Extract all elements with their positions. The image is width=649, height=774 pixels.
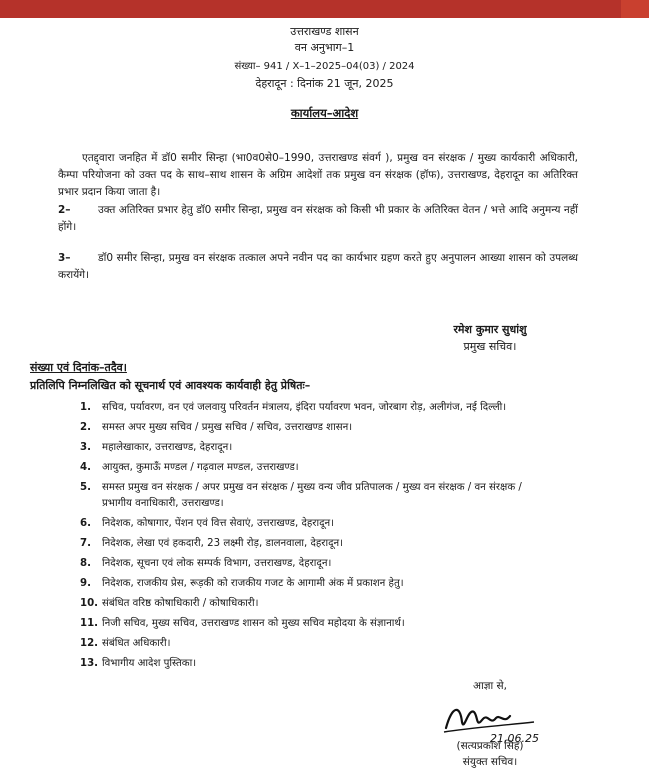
- list-item-text: संबंधित वरिष्ठ कोषाधिकारी / कोषाधिकारी।: [102, 598, 259, 609]
- top-band-ribbon: [621, 0, 649, 18]
- list-item-number: 10.: [80, 598, 99, 609]
- bottom-signatory-designation: संयुक्त सचिव।: [462, 756, 518, 768]
- recipients-list: [80, 400, 550, 676]
- list-item: [80, 596, 550, 612]
- list-item-number: 4.: [80, 462, 91, 473]
- paragraph-3: [58, 250, 578, 284]
- list-item-text: निदेशक, राजकीय प्रेस, रूड़की को राजकीय गजट के आगामी अंक में प्रकाशन हेतु।: [102, 578, 404, 589]
- list-item: [80, 420, 550, 436]
- list-item: [80, 556, 550, 572]
- closing-by-order: आज्ञा से,: [473, 680, 507, 692]
- paragraph-2-number: 2–: [58, 204, 71, 216]
- office-order-title-text: कार्यालय–आदेश: [290, 106, 359, 120]
- list-item-text: विभागीय आदेश पुस्तिका।: [102, 658, 197, 669]
- paragraph-2: [58, 202, 578, 236]
- list-item: [80, 460, 550, 476]
- list-item-text: समस्त प्रमुख वन संरक्षक / अपर प्रमुख वन संरक्षक / मुख्य वन्य जीव प्रतिपालक / मुख्य वन संरक्षक / वन संरक्षक / प्रभागीय वनाधिकारी, उत्तराखण्ड।: [102, 482, 522, 509]
- header-place-date: देहरादून : दिनांक 21 जून, 2025: [255, 77, 394, 90]
- top-signatory-block: [400, 321, 580, 355]
- header-government: उत्तराखण्ड शासन: [290, 25, 359, 38]
- list-item-text: संबंधित अधिकारी।: [102, 638, 171, 649]
- list-item: [80, 536, 550, 552]
- bottom-signatory-block: [425, 738, 555, 770]
- list-item-text: सचिव, पर्यावरण, वन एवं जलवायु परिवर्तन मंत्रालय, इंदिरा पर्यावरण भवन, जोरबाग रोड़, अलीगंज, नई दिल्ली।: [102, 402, 507, 413]
- list-item-number: 9.: [80, 578, 91, 589]
- office-order-title: [0, 106, 649, 121]
- list-item: [80, 636, 550, 652]
- bottom-signatory-name: (सत्यप्रकाश सिंह): [456, 740, 524, 752]
- list-item: [80, 400, 550, 416]
- header-number: संख्या– 941 / X–1–2025–04(03) / 2024: [234, 61, 415, 72]
- list-item-number: 11.: [80, 618, 99, 629]
- list-item-number: 6.: [80, 518, 91, 529]
- list-item-text: महालेखाकार, उत्तराखण्ड, देहरादून।: [102, 442, 233, 453]
- header-section: वन अनुभाग–1: [294, 41, 355, 54]
- list-item-number: 5.: [80, 482, 91, 493]
- list-item-text: निदेशक, कोषागार, पेंशन एवं वित्त सेवाएं, उत्तराखण्ड, देहरादून।: [102, 518, 335, 529]
- list-item: [80, 576, 550, 592]
- svg-text:21.06.25: 21.06.25: [490, 732, 539, 745]
- paragraph-1: [58, 150, 578, 201]
- list-item-text: निजी सचिव, मुख्य सचिव, उत्तराखण्ड शासन को मुख्य सचिव महोदया के संज्ञानार्थ।: [102, 618, 405, 629]
- top-signatory-name: रमेश कुमार सुधांशु: [453, 323, 527, 336]
- list-item: [80, 480, 550, 512]
- list-item-number: 1.: [80, 402, 91, 413]
- list-item-number: 12.: [80, 638, 99, 649]
- document-page: [0, 18, 649, 774]
- paragraph-1-text: एतद्द्वारा जनहित में डॉ0 समीर सिन्हा (भा0व0से0–1990, उत्तराखण्ड संवर्ग ), प्रमुख वन संरक्षक / मुख्य कार्यकारी अधिकारी, कैम्पा परियोजना को उक्त पद के साथ–साथ शासन के अग्रिम आदेशों तक प्रमुख वन संरक्षक (हॉफ), उत्तराखण्ड, देहरादून का अतिरिक्त प्रभार प्रदान किया जाता है।: [58, 152, 578, 198]
- list-item-text: समस्त अपर मुख्य सचिव / प्रमुख सचिव / सचिव, उत्तराखण्ड शासन।: [102, 422, 353, 433]
- paragraph-2-text: उक्त अतिरिक्त प्रभार हेतु डॉ0 समीर सिन्हा, प्रमुख वन संरक्षक को किसी भी प्रकार के अतिरिक्त वेतन / भत्ते आदि अनुमन्य नहीं होंगे।: [58, 204, 578, 233]
- list-item-text: निदेशक, लेखा एवं हकदारी, 23 लक्ष्मी रोड़, डालनवाला, देहरादून।: [102, 538, 344, 549]
- list-item-text: निदेशक, सूचना एवं लोक सम्पर्क विभाग, उत्तराखण्ड, देहरादून।: [102, 558, 332, 569]
- list-item-number: 8.: [80, 558, 91, 569]
- list-item-number: 13.: [80, 658, 99, 669]
- top-color-band: [0, 0, 649, 18]
- list-item-number: 3.: [80, 442, 91, 453]
- reference-line: संख्या एवं दिनांक–तदैव।: [30, 361, 127, 374]
- list-item-number: 2.: [80, 422, 91, 433]
- list-item: [80, 516, 550, 532]
- list-item-number: 7.: [80, 538, 91, 549]
- paragraph-3-text: डॉ0 समीर सिन्हा, प्रमुख वन संरक्षक तत्काल अपने नवीन पद का कार्यभार ग्रहण करते हुए अनुपालन आख्या शासन को उपलब्ध करायेंगे।: [58, 252, 578, 281]
- list-item: [80, 440, 550, 456]
- paragraph-3-number: 3–: [58, 252, 71, 264]
- list-item: [80, 656, 550, 672]
- list-item-text: आयुक्त, कुमाऊँ मण्डल / गढ़वाल मण्डल, उत्तराखण्ड।: [102, 462, 299, 473]
- top-signatory-designation: प्रमुख सचिव।: [463, 340, 517, 353]
- list-item: [80, 616, 550, 632]
- copy-heading: प्रतिलिपि निम्नलिखित को सूचनार्थ एवं आवश्यक कार्यवाही हेतु प्रेषितः–: [30, 379, 311, 392]
